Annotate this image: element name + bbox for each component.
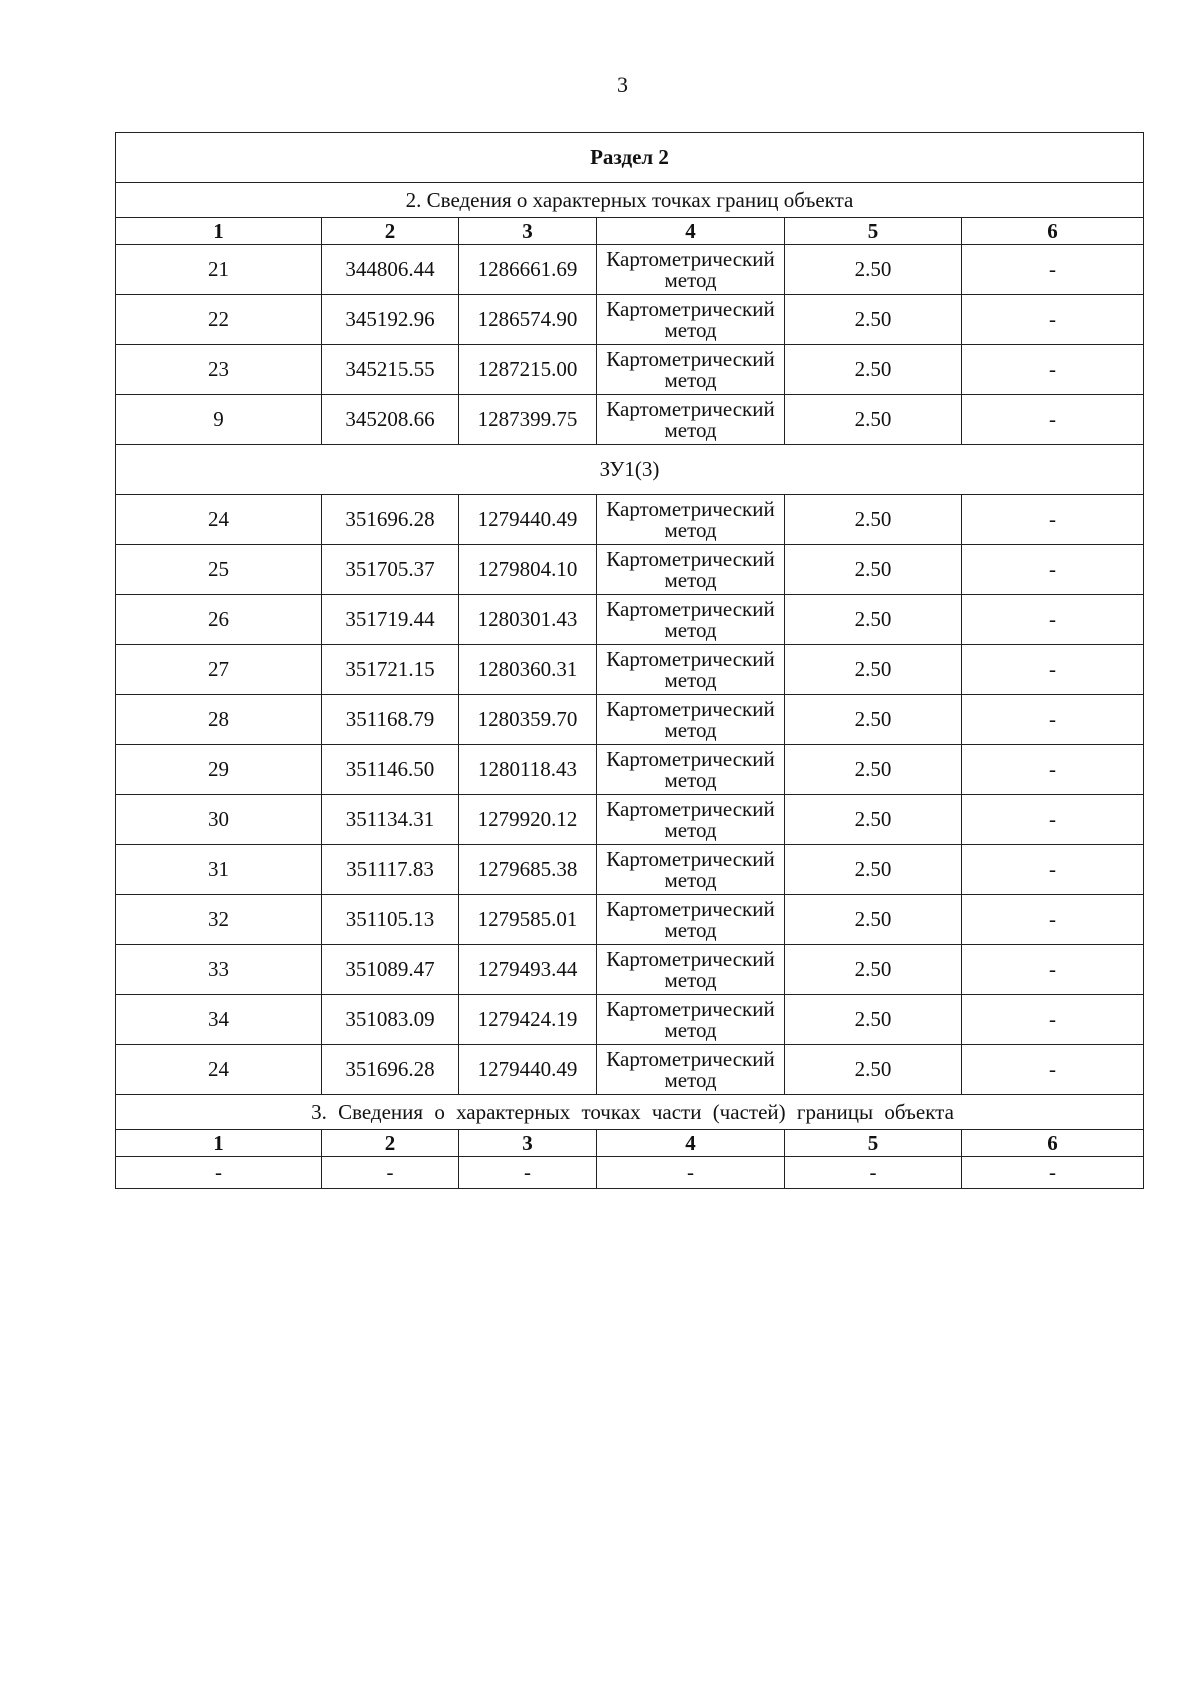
method-line-1: Картометрический (606, 496, 775, 521)
column-header: 1 (116, 218, 322, 245)
table-cell: - (962, 1157, 1144, 1189)
table-cell (597, 745, 785, 795)
table-cell: 2.50 (785, 995, 962, 1045)
method-line-1: Картометрический (606, 346, 775, 371)
table-cell: - (597, 1157, 785, 1189)
table-cell: - (962, 845, 1144, 895)
method-line-1: Картометрический (606, 296, 775, 321)
table-cell: 2.50 (785, 295, 962, 345)
method-line-2: метод (664, 917, 717, 942)
table-cell: 1287399.75 (459, 395, 597, 445)
method-line-1: Картометрический (606, 796, 775, 821)
table-cell (597, 245, 785, 295)
table-cell: 33 (116, 945, 322, 995)
table-row (116, 545, 1144, 595)
table-cell: - (962, 295, 1144, 345)
table-cell (597, 545, 785, 595)
table-cell (597, 945, 785, 995)
table-cell: - (962, 795, 1144, 845)
table-cell: 1279424.19 (459, 995, 597, 1045)
table-cell: 344806.44 (322, 245, 459, 295)
method-line-2: метод (664, 767, 717, 792)
table-row (116, 1045, 1144, 1095)
table-row (116, 245, 1144, 295)
block2-title: 2. Сведения о характерных точках границ объекта (116, 183, 1144, 218)
zone-label-row (116, 445, 1144, 495)
table-cell: 351168.79 (322, 695, 459, 745)
column-header-row-block3 (116, 1130, 1144, 1157)
table-cell: 351146.50 (322, 745, 459, 795)
method-line-2: метод (664, 967, 717, 992)
table-cell: 351083.09 (322, 995, 459, 1045)
table-cell: - (322, 1157, 459, 1189)
method-line-2: метод (664, 617, 717, 642)
method-line-2: метод (664, 1067, 717, 1092)
table-cell: 1280360.31 (459, 645, 597, 695)
table-cell: - (962, 395, 1144, 445)
table-cell: 1279804.10 (459, 545, 597, 595)
table-row (116, 995, 1144, 1045)
table-cell (597, 995, 785, 1045)
method-line-1: Картометрический (606, 646, 775, 671)
table-cell: 345208.66 (322, 395, 459, 445)
table-cell: 351719.44 (322, 595, 459, 645)
table-row (116, 595, 1144, 645)
method-line-2: метод (664, 267, 717, 292)
table-cell: 22 (116, 295, 322, 345)
column-header: 5 (785, 218, 962, 245)
method-line-1: Картометрический (606, 896, 775, 921)
method-line-2: метод (664, 367, 717, 392)
block3-title: 3. Сведения о характерных точках части (частей) границы объекта (116, 1095, 1144, 1130)
boundary-points-table (115, 132, 1144, 1189)
table-cell: 26 (116, 595, 322, 645)
table-cell: 1279493.44 (459, 945, 597, 995)
table-cell (597, 345, 785, 395)
table-row (116, 795, 1144, 845)
table-cell: - (962, 995, 1144, 1045)
column-header: 3 (459, 1130, 597, 1157)
method-line-2: метод (664, 417, 717, 442)
table-cell: 1279685.38 (459, 845, 597, 895)
table-cell: 2.50 (785, 245, 962, 295)
table-cell: 1279440.49 (459, 495, 597, 545)
table-cell: 1280359.70 (459, 695, 597, 745)
table-cell: 2.50 (785, 695, 962, 745)
table-cell: - (962, 245, 1144, 295)
section-title: Раздел 2 (116, 133, 1144, 183)
method-line-2: метод (664, 717, 717, 742)
method-line-1: Картометрический (606, 846, 775, 871)
column-header: 3 (459, 218, 597, 245)
table-cell: 2.50 (785, 645, 962, 695)
method-line-2: метод (664, 667, 717, 692)
table-cell: 24 (116, 1045, 322, 1095)
table-cell: - (962, 545, 1144, 595)
table-body (116, 133, 1144, 1189)
table-cell: 2.50 (785, 1045, 962, 1095)
table-cell: 32 (116, 895, 322, 945)
table-cell: 2.50 (785, 945, 962, 995)
table-cell: 25 (116, 545, 322, 595)
table-cell: 21 (116, 245, 322, 295)
table-cell: 351134.31 (322, 795, 459, 845)
table-cell: - (962, 345, 1144, 395)
column-header: 1 (116, 1130, 322, 1157)
table-cell: - (962, 495, 1144, 545)
table-cell (597, 1045, 785, 1095)
table-cell: 2.50 (785, 595, 962, 645)
table-cell: 2.50 (785, 845, 962, 895)
table-cell: 23 (116, 345, 322, 395)
table-cell: - (962, 745, 1144, 795)
method-line-1: Картометрический (606, 946, 775, 971)
table-row (116, 695, 1144, 745)
table-cell: 31 (116, 845, 322, 895)
method-line-2: метод (664, 817, 717, 842)
table-cell: 9 (116, 395, 322, 445)
table-cell: 1279920.12 (459, 795, 597, 845)
table-cell: 2.50 (785, 395, 962, 445)
table-cell: 30 (116, 795, 322, 845)
table-cell: 1287215.00 (459, 345, 597, 395)
table-row (116, 945, 1144, 995)
table-row (116, 295, 1144, 345)
table-cell: 1279585.01 (459, 895, 597, 945)
table-row (116, 495, 1144, 545)
block3-title-row (116, 1095, 1144, 1130)
table-cell: 345192.96 (322, 295, 459, 345)
method-line-1: Картометрический (606, 596, 775, 621)
table-cell: 1280118.43 (459, 745, 597, 795)
table-row (116, 845, 1144, 895)
table-cell: 351117.83 (322, 845, 459, 895)
table-cell: - (962, 945, 1144, 995)
column-header: 6 (962, 1130, 1144, 1157)
table-cell (597, 495, 785, 545)
method-line-2: метод (664, 867, 717, 892)
table-cell: 351696.28 (322, 1045, 459, 1095)
table-cell (597, 845, 785, 895)
column-header: 4 (597, 218, 785, 245)
table-cell: 24 (116, 495, 322, 545)
table-cell: 1280301.43 (459, 595, 597, 645)
table-cell (597, 895, 785, 945)
table-cell: 351696.28 (322, 495, 459, 545)
table-cell: - (962, 645, 1144, 695)
block2-title-row (116, 183, 1144, 218)
table-cell: - (962, 695, 1144, 745)
table-cell (597, 395, 785, 445)
column-header: 4 (597, 1130, 785, 1157)
table-cell: 351721.15 (322, 645, 459, 695)
table-cell: 34 (116, 995, 322, 1045)
table-row (116, 745, 1144, 795)
table-cell: 351089.47 (322, 945, 459, 995)
method-line-1: Картометрический (606, 746, 775, 771)
table-cell (597, 795, 785, 845)
method-line-2: метод (664, 1017, 717, 1042)
table-cell: - (785, 1157, 962, 1189)
zone-label: ЗУ1(3) (116, 445, 1144, 495)
table-cell: 351105.13 (322, 895, 459, 945)
method-line-1: Картометрический (606, 1046, 775, 1071)
block3-empty-row (116, 1157, 1144, 1189)
table-cell (597, 595, 785, 645)
table-cell: 2.50 (785, 795, 962, 845)
table-cell: 2.50 (785, 745, 962, 795)
table-cell: - (459, 1157, 597, 1189)
section-title-row (116, 133, 1144, 183)
table-cell: - (962, 595, 1144, 645)
table-cell (597, 645, 785, 695)
method-line-2: метод (664, 517, 717, 542)
method-line-2: метод (664, 317, 717, 342)
table-cell: - (116, 1157, 322, 1189)
table-cell: 345215.55 (322, 345, 459, 395)
method-line-1: Картометрический (606, 996, 775, 1021)
table-row (116, 645, 1144, 695)
page-number: 3 (617, 72, 628, 97)
column-header: 6 (962, 218, 1144, 245)
table-cell: 28 (116, 695, 322, 745)
column-header: 2 (322, 218, 459, 245)
table-cell (597, 695, 785, 745)
method-line-1: Картометрический (606, 246, 775, 271)
column-header: 2 (322, 1130, 459, 1157)
table-cell: - (962, 1045, 1144, 1095)
method-line-1: Картометрический (606, 546, 775, 571)
table-cell: 29 (116, 745, 322, 795)
column-header: 5 (785, 1130, 962, 1157)
table-cell: 2.50 (785, 345, 962, 395)
table-cell: 351705.37 (322, 545, 459, 595)
table-row (116, 345, 1144, 395)
method-line-2: метод (664, 567, 717, 592)
table-row (116, 395, 1144, 445)
table-row (116, 895, 1144, 945)
table-cell: 2.50 (785, 495, 962, 545)
table-cell: 27 (116, 645, 322, 695)
table-cell: 1286661.69 (459, 245, 597, 295)
table-cell: 2.50 (785, 895, 962, 945)
table-cell: - (962, 895, 1144, 945)
table-cell: 2.50 (785, 545, 962, 595)
column-header-row (116, 218, 1144, 245)
table-cell: 1279440.49 (459, 1045, 597, 1095)
table-cell (597, 295, 785, 345)
method-line-1: Картометрический (606, 696, 775, 721)
method-line-1: Картометрический (606, 396, 775, 421)
table-cell: 1286574.90 (459, 295, 597, 345)
